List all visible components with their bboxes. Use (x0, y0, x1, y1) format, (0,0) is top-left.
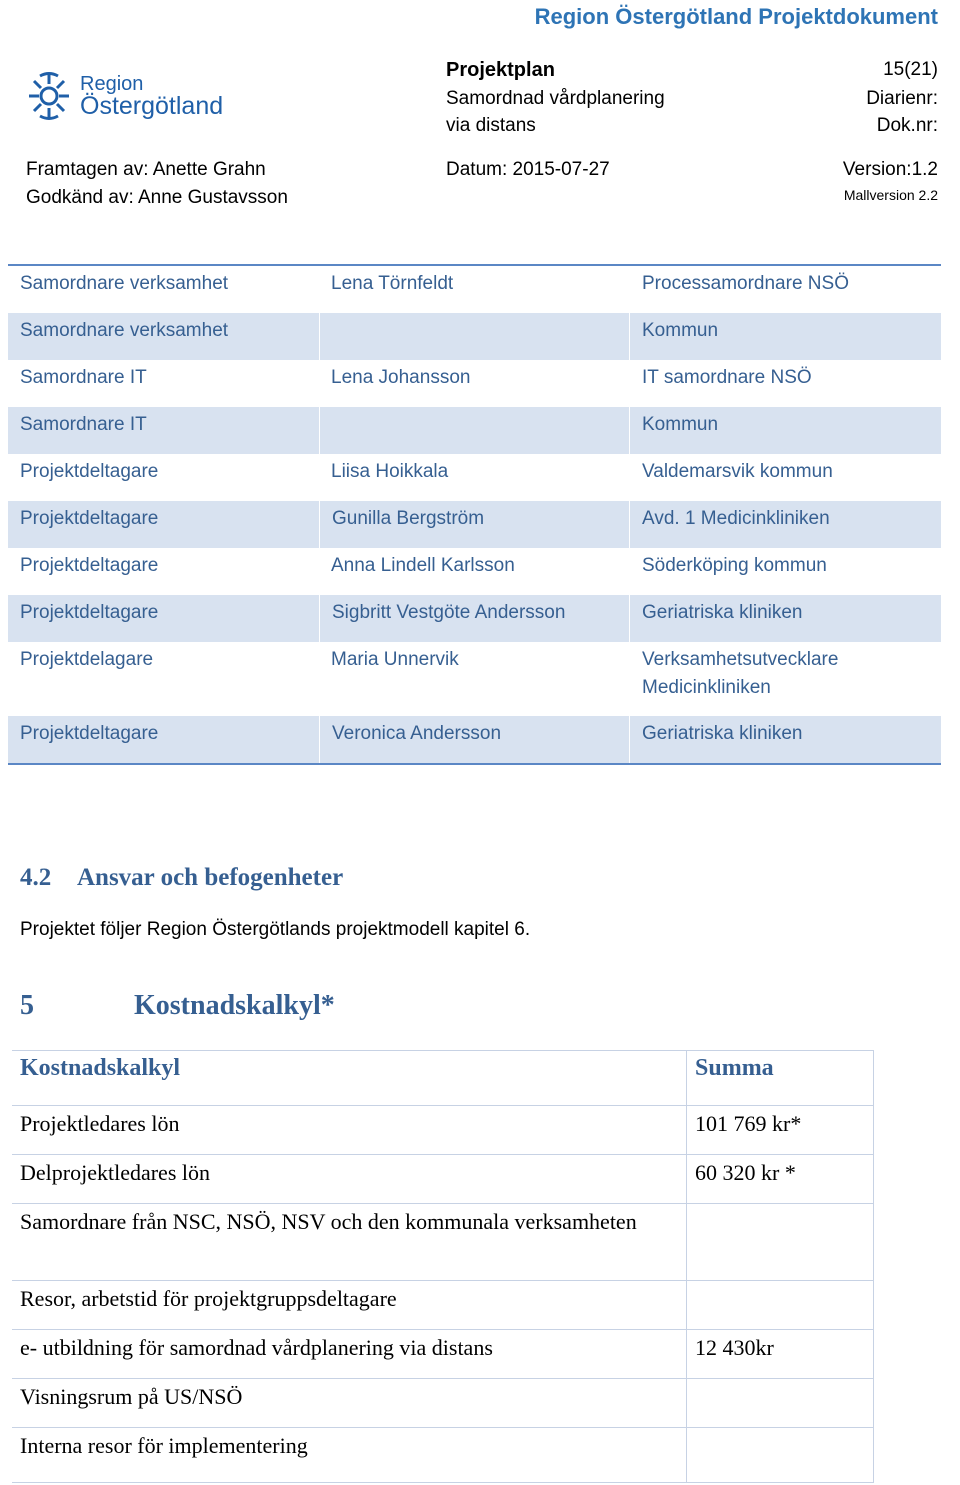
role-cell: Projektdeltagare (20, 508, 159, 529)
sum-cell: 101 769 kr* (687, 1106, 874, 1155)
table-row (12, 1106, 874, 1155)
section-paragraph: Projektet följer Region Östergötlands projektmodell kapitel 6. (20, 919, 531, 940)
section-title: Ansvar och befogenheter (77, 864, 344, 891)
table-row (8, 454, 941, 501)
doc-subtitle-line1: Samordnad vårdplanering (446, 88, 665, 109)
org-cell: Geriatriska kliniken (642, 723, 803, 744)
org-cell: IT samordnare NSÖ (642, 367, 812, 388)
table-header-row (12, 1051, 874, 1106)
name-cell (319, 407, 630, 454)
name-cell: Lena Johansson (331, 367, 471, 388)
template-version: Mallversion 2.2 (843, 187, 938, 203)
item-cell: Samordnare från NSC, NSÖ, NSV och den kommunala verksamheten (12, 1204, 687, 1281)
sum-cell: 12 430kr (687, 1330, 874, 1379)
table-row (8, 548, 941, 595)
name-cell (319, 313, 630, 360)
role-cell: Samordnare verksamhet (20, 273, 229, 294)
org-cell: Processamordnare NSÖ (642, 273, 849, 294)
role-cell: Projektdeltagare (20, 461, 159, 482)
sum-cell: 60 320 kr * (687, 1155, 874, 1204)
org-cell: Verksamhetsutvecklare Medicinkliniken (642, 649, 839, 698)
name-cell: Gunilla Bergström (319, 501, 630, 548)
logo-text-ostergotland: Östergötland (80, 92, 224, 120)
role-cell: Projektdeltagare (20, 555, 159, 576)
name-cell: Maria Unnervik (331, 649, 459, 670)
name-cell: Sigbritt Vestgöte Andersson (319, 595, 630, 642)
table-row (8, 313, 941, 360)
name-cell: Liisa Hoikkala (331, 461, 449, 482)
org-cell: Kommun (642, 414, 719, 435)
version: Version:1.2 (842, 159, 938, 180)
participants-table (8, 264, 941, 765)
table-row (8, 716, 941, 763)
role-cell: Samordnare IT (20, 367, 147, 388)
org-cell: Avd. 1 Medicinkliniken (642, 508, 830, 529)
table-row (12, 1330, 874, 1379)
item-cell: Visningsrum på US/NSÖ (12, 1379, 687, 1428)
org-cell: Söderköping kommun (642, 555, 827, 576)
header-cell-item: Kostnadskalkyl (12, 1051, 687, 1106)
cost-table (12, 1050, 874, 1483)
org-cell: Valdemarsvik kommun (642, 461, 833, 482)
name-cell: Lena Törnfeldt (331, 273, 454, 294)
table-row (8, 360, 941, 407)
section-heading-4-2 (20, 864, 343, 892)
org-cell: Kommun (642, 320, 719, 341)
table-row (8, 642, 941, 716)
region-ostergotland-logo (26, 66, 236, 126)
table-row (12, 1428, 874, 1483)
table-row (12, 1379, 874, 1428)
table-row (8, 266, 941, 313)
approver: Godkänd av: Anne Gustavsson (26, 187, 288, 208)
doknr-label: Dok.nr: (876, 115, 938, 136)
sum-cell (687, 1379, 874, 1428)
section-title: Kostnadskalkyl* (134, 990, 335, 1021)
item-cell: Interna resor för implementering (12, 1428, 687, 1483)
doc-subtitle-line2: via distans (446, 115, 536, 136)
table-row (12, 1281, 874, 1330)
name-cell: Veronica Andersson (319, 716, 630, 763)
item-cell: Resor, arbetstid för projektgruppsdeltagare (12, 1281, 687, 1330)
doc-type: Projektplan (446, 59, 555, 81)
sum-cell (687, 1428, 874, 1483)
role-cell: Samordnare IT (20, 414, 147, 435)
role-cell: Projektdeltagare (20, 723, 159, 744)
sum-cell (687, 1204, 874, 1281)
role-cell: Samordnare verksamhet (20, 320, 229, 341)
diarienr-label: Diarienr: (866, 88, 938, 109)
name-cell: Anna Lindell Karlsson (331, 555, 515, 576)
item-cell: e- utbildning för samordnad vårdplanering via distans (12, 1330, 687, 1379)
section-heading-5 (20, 990, 335, 1022)
table-row (12, 1155, 874, 1204)
logo-text-region: Region (80, 73, 144, 95)
section-number: 4.2 (20, 864, 52, 891)
date: Datum: 2015-07-27 (446, 159, 610, 180)
table-row (12, 1204, 874, 1281)
table-row (8, 595, 941, 642)
item-cell: Delprojektledares lön (12, 1155, 687, 1204)
logo-emblem-icon (26, 70, 72, 122)
role-cell: Projektdeltagare (20, 602, 159, 623)
author: Framtagen av: Anette Grahn (26, 159, 266, 180)
page-number: 15(21) (883, 59, 938, 80)
document-header-title: Region Östergötland Projektdokument (534, 4, 938, 29)
table-row (8, 407, 941, 454)
section-number: 5 (20, 990, 34, 1021)
table-row (8, 501, 941, 548)
org-cell: Geriatriska kliniken (642, 602, 803, 623)
sum-cell (687, 1281, 874, 1330)
item-cell: Projektledares lön (12, 1106, 687, 1155)
header-cell-sum: Summa (687, 1051, 874, 1106)
role-cell: Projektdelagare (20, 649, 154, 670)
